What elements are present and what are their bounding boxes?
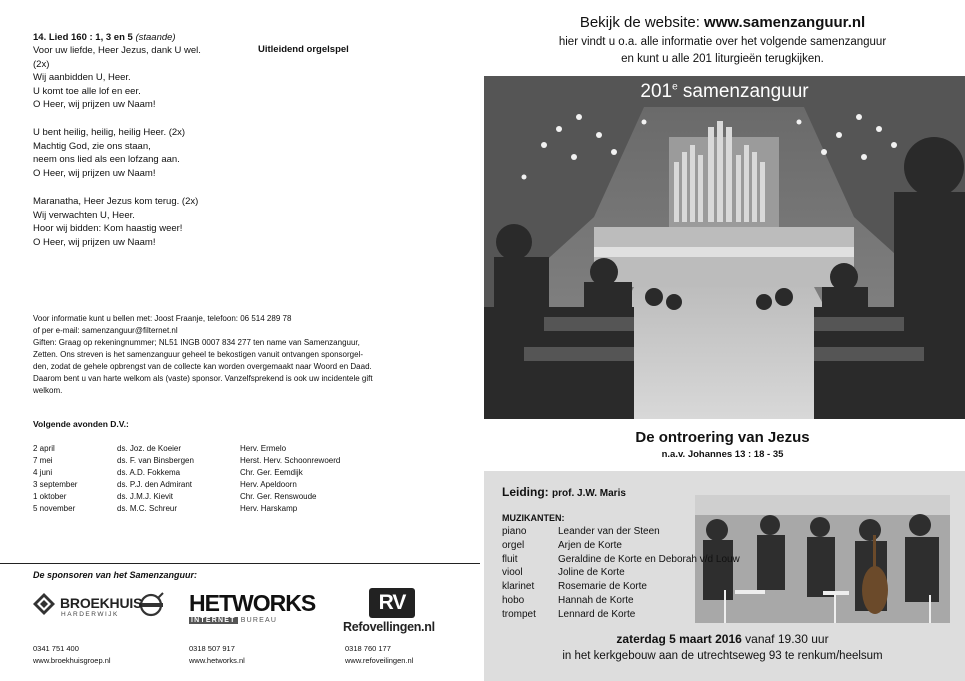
- sponsors-title: De sponsoren van het Samenzanguur:: [33, 570, 198, 580]
- left-page: [0, 0, 480, 681]
- website-link[interactable]: www.samenzanguur.nl: [704, 14, 866, 31]
- stanza-line: Wij verwachten U, Heer.: [33, 209, 135, 221]
- contact-info: [33, 313, 468, 397]
- schedule-row: 5 november ds. M.C. Schreur Herv. Harskamp: [33, 504, 298, 514]
- hymn-note: (staande): [135, 32, 176, 43]
- stanza-line: Wij aanbidden U, Heer.: [33, 72, 131, 84]
- rv-logo-badge: RV: [369, 588, 415, 618]
- sponsor-phone: 0341 751 400: [33, 644, 79, 653]
- schedule-title: Volgende avonden D.V.:: [33, 419, 129, 429]
- schedule-row: 2 april ds. Joz. de Koeier Herv. Ermelo: [33, 444, 287, 453]
- broekhuis-logo: [33, 591, 168, 631]
- hetworks-logo-text: HETWORKS: [189, 590, 316, 616]
- schedule-row: 7 mei ds. F. van Binsbergen Herst. Herv. Schoonrewoerd: [33, 456, 341, 466]
- scripture-reference: n.a.v. Johannes 13 : 18 - 35: [661, 449, 784, 460]
- schedule-table: [33, 443, 453, 516]
- leader-name: prof. J.W. Maris: [552, 488, 626, 499]
- stanza-3: [33, 195, 198, 249]
- stanza-line: O Heer, wij prijzen uw Naam!: [33, 167, 156, 179]
- hetworks-logo-sub: INTERNET BUREAU: [191, 617, 278, 624]
- stanza-1: [33, 44, 201, 112]
- rv-logo-name: Refovellingen.nl: [343, 620, 435, 634]
- sponsor-phone: 0318 507 917: [189, 644, 235, 653]
- church-photo-illustration: [484, 107, 965, 419]
- hymn-title: 14. Lied 160 : 1, 3 en 5: [33, 32, 133, 43]
- postlude-label: Uitleidend orgelspel: [258, 44, 349, 55]
- broekhuis-logo-text: BROEKHUIS: [60, 595, 143, 611]
- hymn-heading: [33, 32, 176, 43]
- right-page: [480, 0, 965, 681]
- stanza-line: Voor uw liefde, Heer Jezus, dank U wel.: [33, 45, 201, 56]
- schedule-row: 4 juni ds. A.D. Fokkema Chr. Ger. Eemdijk: [33, 468, 303, 478]
- broekhuis-logo-sub: HARDERWIJK: [61, 611, 119, 618]
- stanza-line: (2x): [33, 58, 50, 70]
- sponsor-phone: 0318 760 177: [345, 644, 391, 653]
- stanza-line: neem ons lied als een lofzang aan.: [33, 154, 180, 166]
- info-line: welkom.: [33, 386, 63, 395]
- musician-row: piano Leander van der Steen: [502, 526, 660, 537]
- musician-row: viool Joline de Korte: [502, 567, 625, 579]
- sponsor-url[interactable]: www.hetworks.nl: [189, 655, 245, 665]
- sermon-theme: De ontroering van Jezus: [635, 429, 810, 446]
- church-interior-photo: [484, 107, 965, 419]
- info-line: Giften: Graag op rekeningnummer; NL51 INGB 0007 834 277 ten name van Samenzanguur,: [33, 338, 360, 347]
- info-line: Zetten. Ons streven is het samenzanguur geheel te bekostigen vanuit ontvangen sponsorgel-: [33, 350, 363, 359]
- sponsor-divider: [0, 563, 480, 564]
- stanza-line: Machtig God, zie ons staan,: [33, 140, 151, 152]
- stanza-2: [33, 126, 185, 180]
- sponsor-contact-hetworks: [189, 643, 245, 666]
- musician-row: trompet Lennard de Korte: [502, 608, 636, 620]
- info-line: den, zodat de gehele opbrengst van de collecte kan worden overgemaakt naar Woord en Daad.: [33, 362, 372, 371]
- musician-row: hobo Hannah de Korte: [502, 594, 634, 606]
- edition-banner: [484, 76, 965, 107]
- info-line: of per e-mail: samenzanguur@filternet.nl: [33, 326, 178, 335]
- schedule-row: 3 september ds. P.J. den Admirant Herv. Apeldoorn: [33, 480, 297, 490]
- musician-row: klarinet Rosemarie de Korte: [502, 581, 647, 593]
- info-line: Voor informatie kunt u bellen met: Joost Fraanje, telefoon: 06 514 289 78: [33, 314, 292, 323]
- musician-row: fluit Geraldine de Korte en Deborah v/d Louw: [502, 553, 740, 565]
- leader-line: Leiding: prof. J.W. Maris: [502, 485, 626, 499]
- musicians-list: [502, 525, 782, 622]
- musicians-title: MUZIKANTEN:: [502, 513, 565, 523]
- musician-row: orgel Arjen de Korte: [502, 539, 622, 551]
- website-heading: Bekijk de website: www.samenzanguur.nl: [579, 14, 866, 31]
- stanza-line: O Heer, wij prijzen uw Naam!: [33, 236, 156, 248]
- stanza-line: Maranatha, Heer Jezus kom terug. (2x): [33, 196, 199, 207]
- event-location: in het kerkgebouw aan de utrechtseweg 93 te renkum/heelsum: [562, 650, 883, 662]
- website-line-3: en kunt u alle 201 liturgieën terugkijken.: [621, 53, 824, 65]
- sponsor-contact-broekhuis: [33, 643, 111, 666]
- info-line: Daarom bent u van harte welkom als (vaste) sponsor. Vanzelfsprekend is ook uw incidentele gift: [33, 374, 373, 383]
- stanza-line: Hoor wij bidden: Kom haastig weer!: [33, 223, 183, 235]
- hetworks-logo: [189, 590, 319, 632]
- sponsor-contact-refoveilingen: [345, 643, 413, 666]
- website-line-2: hier vindt u o.a. alle informatie over het volgende samenzanguur: [558, 36, 887, 48]
- refoveilingen-logo: [343, 588, 453, 634]
- edition-title: 201e samenzanguur: [640, 81, 809, 102]
- sponsor-url[interactable]: www.refoveilingen.nl: [345, 655, 414, 665]
- event-date: zaterdag 5 maart 2016 vanaf 19.30 uur: [616, 632, 829, 646]
- stanza-line: U komt toe alle lof en eer.: [33, 85, 141, 97]
- stanza-line: U bent heilig, heilig, heilig Heer. (2x): [33, 127, 186, 138]
- schedule-row: 1 oktober ds. J.M.J. Kievit Chr. Ger. Renswoude: [33, 492, 317, 502]
- sponsor-url[interactable]: www.broekhuisgroep.nl: [33, 655, 111, 665]
- stanza-line: O Heer, wij prijzen uw Naam!: [33, 99, 156, 111]
